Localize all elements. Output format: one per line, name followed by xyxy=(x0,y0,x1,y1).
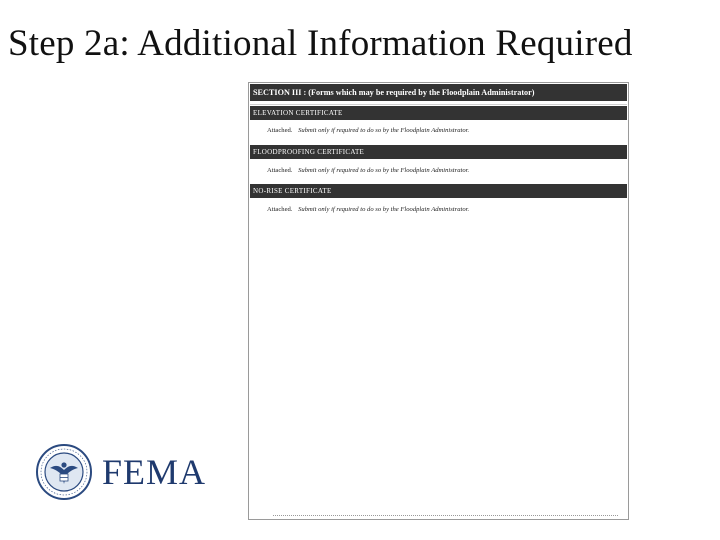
slide-title: Step 2a: Additional Information Required xyxy=(8,23,633,64)
subsection-row-floodproofing xyxy=(267,167,469,174)
section-header: SECTION III : (Forms which may be required by the Floodplain Administrator) xyxy=(250,84,627,101)
subsection-row-no-rise xyxy=(267,206,469,213)
attached-label: Attached. xyxy=(267,206,293,213)
attached-label: Attached. xyxy=(267,127,293,134)
attached-note: Submit only if required to do so by the Floodplain Administrator. xyxy=(298,127,470,134)
fema-logo xyxy=(36,444,207,500)
subsection-header-no-rise: NO-RISE CERTIFICATE xyxy=(250,184,627,198)
dhs-seal-icon xyxy=(36,444,92,500)
attached-note: Submit only if required to do so by the Floodplain Administrator. xyxy=(298,206,470,213)
form-footer-rule xyxy=(273,515,618,519)
attached-note: Submit only if required to do so by the Floodplain Administrator. xyxy=(298,167,470,174)
attached-label: Attached. xyxy=(267,167,293,174)
subsection-header-floodproofing: FLOODPROOFING CERTIFICATE xyxy=(250,145,627,159)
divider xyxy=(250,104,627,105)
subsection-header-elevation: ELEVATION CERTIFICATE xyxy=(250,106,627,120)
form-document xyxy=(248,82,629,520)
fema-wordmark: FEMA xyxy=(102,452,207,492)
subsection-row-elevation xyxy=(267,127,469,134)
